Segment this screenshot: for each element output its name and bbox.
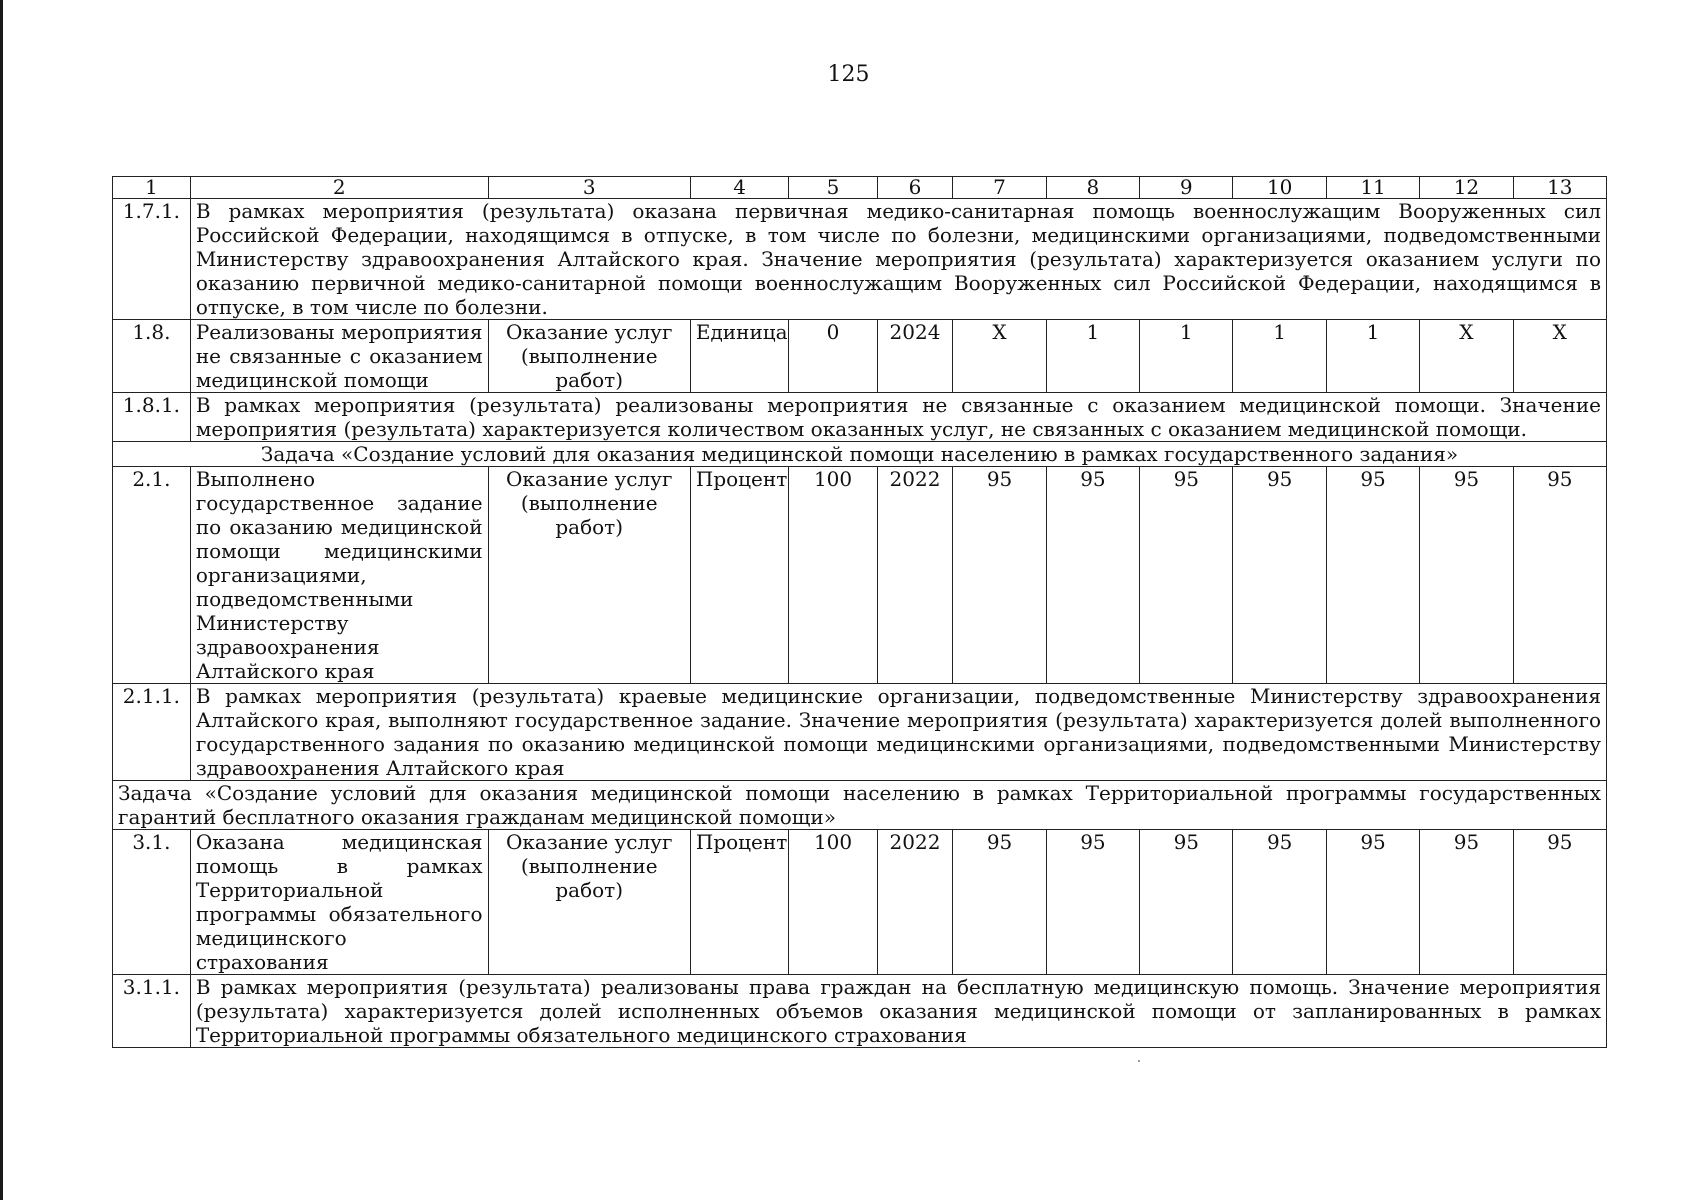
value-cell: 95 — [1326, 830, 1419, 975]
header-cell: 2 — [190, 177, 488, 199]
table-row — [113, 684, 1607, 781]
value-cell: 95 — [953, 467, 1046, 684]
table-row — [113, 830, 1607, 975]
task-heading: Задача «Создание условий для оказания медицинской помощи населению в рамках Территориальной программы государственных гарантий бесплатного оказания гражданам медицинской помощи» — [113, 781, 1607, 830]
value-cell: 95 — [1046, 467, 1139, 684]
value-cell: 2022 — [877, 467, 953, 684]
row-number: 2.1.1. — [113, 684, 191, 781]
value-cell: 95 — [1233, 830, 1326, 975]
header-cell: 9 — [1140, 177, 1233, 199]
value-cell: 95 — [1233, 467, 1326, 684]
header-cell: 4 — [690, 177, 789, 199]
value-cell: X — [1513, 320, 1606, 393]
header-cell: 7 — [953, 177, 1046, 199]
row-description: В рамках мероприятия (результата) реализованы права граждан на бесплатную медицинскую помощь. Значение мероприятия (результата) характеризуется долей исполненных объемов оказания медицинской помощи от запланированных в рамках Территориальной программы обязательного медицинского страхования — [190, 975, 1606, 1048]
indicator-unit: Единица — [690, 320, 789, 393]
header-cell: 10 — [1233, 177, 1326, 199]
value-cell: 95 — [1326, 467, 1419, 684]
value-cell: 2024 — [877, 320, 953, 393]
row-description: В рамках мероприятия (результата) краевые медицинские организации, подведомственные Министерству здравоохранения Алтайского края, выполняют государственное задание. Значение мероприятия (результата) характеризуется долей выполненного государственного задания по оказанию медицинской помощи медицинскими организациями, подведомственными Министерству здравоохранения Алтайского края — [190, 684, 1606, 781]
indicator-unit: Процент — [690, 830, 789, 975]
header-cell: 13 — [1513, 177, 1606, 199]
row-number: 3.1.1. — [113, 975, 191, 1048]
value-cell: X — [1420, 320, 1513, 393]
table-row — [113, 199, 1607, 320]
indicator-type: Оказание услуг (выполнение работ) — [488, 467, 690, 684]
value-cell: 95 — [1046, 830, 1139, 975]
indicator-table — [112, 176, 1607, 1048]
value-cell: 95 — [1140, 830, 1233, 975]
header-cell: 3 — [488, 177, 690, 199]
value-cell: 100 — [789, 467, 877, 684]
page-number: 125 — [827, 62, 870, 87]
row-number: 1.7.1. — [113, 199, 191, 320]
row-number: 1.8. — [113, 320, 191, 393]
row-description: В рамках мероприятия (результата) реализованы мероприятия не связанные с оказанием медицинской помощи. Значение мероприятия (результата) характеризуется количеством оказанных услуг, не связанных с оказанием медицинской помощи. — [190, 393, 1606, 442]
value-cell: 1 — [1140, 320, 1233, 393]
table-row — [113, 320, 1607, 393]
value-cell: 100 — [789, 830, 877, 975]
value-cell: 95 — [1140, 467, 1233, 684]
value-cell: 0 — [789, 320, 877, 393]
indicator-type: Оказание услуг (выполнение работ) — [488, 320, 690, 393]
header-cell: 11 — [1326, 177, 1419, 199]
indicator-name: Выполнено государственное задание по оказанию медицинской помощи медицинскими организациями, подведомственными Министерству здравоохранения Алтайского края — [190, 467, 488, 684]
task-row — [113, 442, 1607, 467]
header-cell: 1 — [113, 177, 191, 199]
scan-speck — [1138, 1060, 1140, 1062]
indicator-name: Реализованы мероприятия не связанные с оказанием медицинской помощи — [190, 320, 488, 393]
header-cell: 6 — [877, 177, 953, 199]
value-cell: 2022 — [877, 830, 953, 975]
value-cell: 1 — [1046, 320, 1139, 393]
indicator-type: Оказание услуг (выполнение работ) — [488, 830, 690, 975]
table-row — [113, 393, 1607, 442]
row-number: 1.8.1. — [113, 393, 191, 442]
header-cell: 5 — [789, 177, 877, 199]
table-row — [113, 467, 1607, 684]
value-cell: 95 — [1420, 830, 1513, 975]
task-row — [113, 781, 1607, 830]
value-cell: 95 — [1420, 467, 1513, 684]
header-cell: 12 — [1420, 177, 1513, 199]
value-cell: 95 — [1513, 830, 1606, 975]
row-description: В рамках мероприятия (результата) оказана первичная медико-санитарная помощь военнослужащим Вооруженных сил Российской Федерации, находящимся в отпуске, в том числе по болезни, медицинскими организациями, подведомственными Министерству здравоохранения Алтайского края. Значение мероприятия (результата) характеризуется оказанием услуги по оказанию первичной медико-санитарной помощи военнослужащим Вооруженных сил Российской Федерации, находящимся в отпуске, в том числе по болезни. — [190, 199, 1606, 320]
indicator-unit: Процент — [690, 467, 789, 684]
value-cell: 95 — [1513, 467, 1606, 684]
value-cell: 1 — [1326, 320, 1419, 393]
row-number: 3.1. — [113, 830, 191, 975]
table-row — [113, 975, 1607, 1048]
scan-edge-line — [0, 0, 3, 1200]
task-heading: Задача «Создание условий для оказания медицинской помощи населению в рамках государственного задания» — [113, 442, 1607, 467]
value-cell: 95 — [953, 830, 1046, 975]
header-row — [113, 177, 1607, 199]
value-cell: X — [953, 320, 1046, 393]
value-cell: 1 — [1233, 320, 1326, 393]
indicator-name: Оказана медицинская помощь в рамках Территориальной программы обязательного медицинского страхования — [190, 830, 488, 975]
header-cell: 8 — [1046, 177, 1139, 199]
row-number: 2.1. — [113, 467, 191, 684]
